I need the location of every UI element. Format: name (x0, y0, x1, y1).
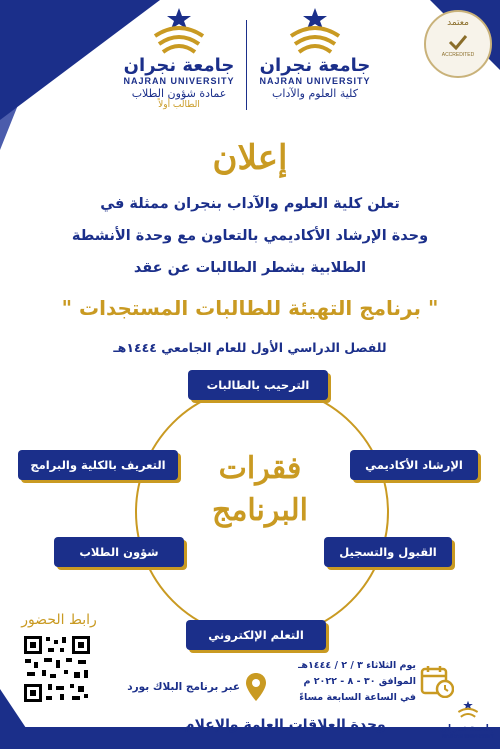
footer-logo (440, 700, 496, 740)
program-item-admission: القبول والتسجيل (324, 537, 452, 567)
location-pin-icon (245, 672, 267, 702)
announcement-line-2: وحدة الإرشاد الأكاديمي بالتعاون مع وحدة الأنشطة (71, 228, 429, 244)
semester-text: للفصل الدراسي الأول للعام الجامعي ١٤٤٤هـ (113, 340, 387, 355)
footer-unit: وحدة العلاقات العامة والإعلام (184, 717, 386, 733)
program-item-college-intro: التعريف بالكلية والبرامج (18, 450, 178, 480)
program-items-title (190, 448, 330, 532)
qr-code-icon[interactable] (22, 634, 92, 704)
seal-label-ar: معتمد (447, 18, 469, 28)
college-logo-name-en: NAJRAN UNIVERSITY (259, 76, 371, 86)
event-date-line-3: في الساعة السابعة مساءً (299, 692, 416, 703)
university-emblem-icon (147, 6, 211, 56)
announcement-line-3: الطلابية بشطر الطالبات عن عقد (133, 260, 367, 276)
logo-divider (246, 20, 247, 110)
event-date-line-2: الموافق ٣٠ - ٨ - ٢٠٢٢ م (303, 676, 416, 687)
program-item-e-learning: التعلم الإلكتروني (186, 620, 326, 650)
accredited-seal-icon (424, 10, 492, 78)
university-emblem-icon (455, 700, 481, 720)
event-date-line-1: يوم الثلاثاء ٣ / ٢ / ١٤٤٤هـ (298, 660, 416, 671)
deanship-logo-slogan: الطالب أولاً (158, 100, 200, 110)
college-logo-unit: كلية العلوم والآداب (272, 87, 358, 100)
announcement-line-1: تعلن كلية العلوم والآداب بنجران ممثلة في (100, 196, 400, 212)
university-emblem-icon (283, 6, 347, 56)
calendar-clock-icon (420, 664, 454, 698)
check-icon (448, 34, 468, 50)
page-title: إعلان (212, 138, 288, 178)
platform-text: عبر برنامج البلاك بورد (127, 681, 240, 693)
deanship-logo (114, 6, 244, 111)
program-name: " برنامج التهيئة للطالبات المستجدات " (61, 296, 439, 320)
deanship-logo-name-en: NAJRAN UNIVERSITY (123, 76, 235, 86)
program-item-student-affairs: شؤون الطلاب (54, 537, 184, 567)
program-items-title-line-1: فقرات (218, 451, 302, 486)
deanship-logo-name-ar: جامعة نجران (123, 55, 235, 76)
footer-logo-name-ar: جامعة نجران (440, 724, 496, 734)
program-item-academic-advising: الإرشاد الأكاديمي (350, 450, 478, 480)
attendance-link-label: رابط الحضور (21, 612, 97, 628)
deanship-logo-unit: عمادة شؤون الطلاب (131, 87, 227, 100)
event-date (292, 658, 416, 706)
seal-label-en: ACCREDITED (441, 52, 475, 58)
college-logo (250, 6, 380, 100)
program-items-title-line-2: البرنامج (211, 493, 308, 528)
footer-logo-name-en: NAJRAN UNIVERSITY (441, 734, 495, 740)
program-item-welcome: الترحيب بالطالبات (188, 370, 328, 400)
college-logo-name-ar: جامعة نجران (259, 55, 371, 76)
